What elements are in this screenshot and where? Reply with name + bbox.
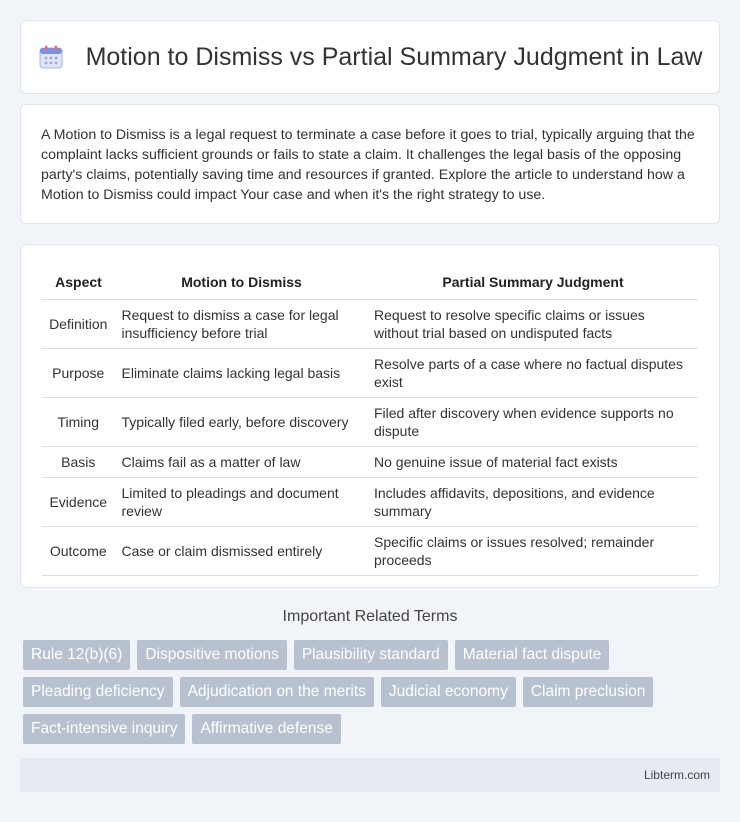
header-partial-summary-judgment: Partial Summary Judgment	[368, 265, 698, 299]
cell-partial-summary-judgment: Resolve parts of a case where no factual disputes exist	[368, 348, 698, 397]
table-row	[42, 446, 698, 477]
related-term-tag[interactable]: Material fact dispute	[455, 640, 610, 670]
related-term-tag[interactable]: Affirmative defense	[192, 714, 340, 744]
cell-motion-to-dismiss: Claims fail as a matter of law	[115, 446, 368, 477]
cell-aspect: Basis	[42, 446, 115, 477]
related-terms-list	[23, 640, 713, 751]
related-term-tag[interactable]: Pleading deficiency	[23, 677, 173, 707]
cell-aspect: Purpose	[42, 348, 115, 397]
cell-motion-to-dismiss: Limited to pleadings and document review	[115, 477, 368, 526]
cell-motion-to-dismiss: Eliminate claims lacking legal basis	[115, 348, 368, 397]
related-term-tag[interactable]: Adjudication on the merits	[180, 677, 374, 707]
comparison-table	[42, 265, 698, 576]
intro-card	[20, 104, 720, 224]
cell-partial-summary-judgment: Includes affidavits, depositions, and evidence summary	[368, 477, 698, 526]
cell-partial-summary-judgment: Request to resolve specific claims or issues without trial based on undisputed facts	[368, 299, 698, 348]
table-row	[42, 397, 698, 446]
related-term-tag[interactable]: Dispositive motions	[137, 640, 287, 670]
related-term-tag[interactable]: Fact-intensive inquiry	[23, 714, 185, 744]
cell-motion-to-dismiss: Typically filed early, before discovery	[115, 397, 368, 446]
table-row	[42, 299, 698, 348]
cell-motion-to-dismiss: Case or claim dismissed entirely	[115, 526, 368, 575]
related-terms-title: Important Related Terms	[282, 608, 458, 625]
related-term-tag[interactable]: Plausibility standard	[294, 640, 448, 670]
cell-motion-to-dismiss: Request to dismiss a case for legal insufficiency before trial	[115, 299, 368, 348]
table-row	[42, 526, 698, 575]
cell-partial-summary-judgment: Specific claims or issues resolved; remainder proceeds	[368, 526, 698, 575]
footer	[20, 758, 720, 792]
page-title: Motion to Dismiss vs Partial Summary Judgment in Law	[85, 42, 703, 71]
table-row	[42, 477, 698, 526]
table-header-row	[42, 265, 698, 299]
cell-aspect: Definition	[42, 299, 115, 348]
intro-text: A Motion to Dismiss is a legal request to terminate a case before it goes to trial, typically arguing that the complaint lacks sufficient grounds or fails to state a claim. It challenges the legal basis of the opposing party's claims, potentially saving time and resources if granted. Explore the article to understand how a Motion to Dismiss could impact Your case and when it's the right strategy to use.	[41, 127, 695, 203]
related-term-tag[interactable]: Claim preclusion	[523, 677, 654, 707]
calendar-icon	[38, 44, 64, 70]
header-card	[20, 20, 720, 94]
cell-aspect: Timing	[42, 397, 115, 446]
cell-aspect: Evidence	[42, 477, 115, 526]
header-aspect: Aspect	[42, 265, 115, 299]
cell-aspect: Outcome	[42, 526, 115, 575]
comparison-table-card	[20, 244, 720, 588]
cell-partial-summary-judgment: Filed after discovery when evidence supports no dispute	[368, 397, 698, 446]
related-term-tag[interactable]: Rule 12(b)(6)	[23, 640, 130, 670]
cell-partial-summary-judgment: No genuine issue of material fact exists	[368, 446, 698, 477]
header-motion-to-dismiss: Motion to Dismiss	[115, 265, 368, 299]
table-row	[42, 348, 698, 397]
footer-site-link[interactable]: Libterm.com	[643, 768, 710, 782]
related-term-tag[interactable]: Judicial economy	[381, 677, 516, 707]
